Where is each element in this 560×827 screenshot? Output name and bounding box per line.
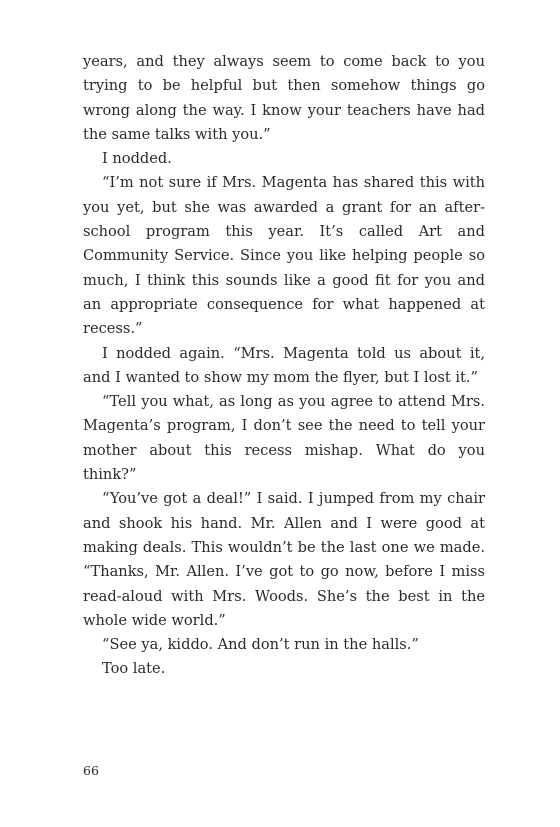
paragraph: “I’m not sure if Mrs. Magenta has shared this with you yet, but she was awarded a grant for an after-school program this year. It’s called Art and Community Service. Since you like helping people so much, I think this sounds like a good fit for you and an appropriate consequence for what happened at recess.” xyxy=(83,174,485,338)
page-number: 66 xyxy=(83,763,99,778)
paragraph: “See ya, kiddo. And don’t run in the halls.” xyxy=(102,636,419,654)
paragraph: years, and they always seem to come back to you trying to be helpful but then somehow things go wrong along the way. I know your teachers have had the same talks with you.” xyxy=(83,53,485,143)
paragraph: “Tell you what, as long as you agree to attend Mrs. Magenta’s program, I don’t see the need to tell your mother about this recess mishap. What do you think?” xyxy=(83,393,485,484)
body-text xyxy=(83,50,485,682)
paragraph: “You’ve got a deal!” I said. I jumped from my chair and shook his hand. Mr. Allen and I were good at making deals. This wouldn’t be the last one we made. “Thanks, Mr. Allen. I’ve got to go now, before I miss read-aloud with Mrs. Woods. She’s the best in the whole wide world.” xyxy=(83,490,485,629)
paragraph: I nodded again. “Mrs. Magenta told us about it, and I wanted to show my mom the flyer, but I lost it.” xyxy=(83,344,485,386)
paragraph: I nodded. xyxy=(102,150,172,168)
paragraph: Too late. xyxy=(102,660,166,678)
